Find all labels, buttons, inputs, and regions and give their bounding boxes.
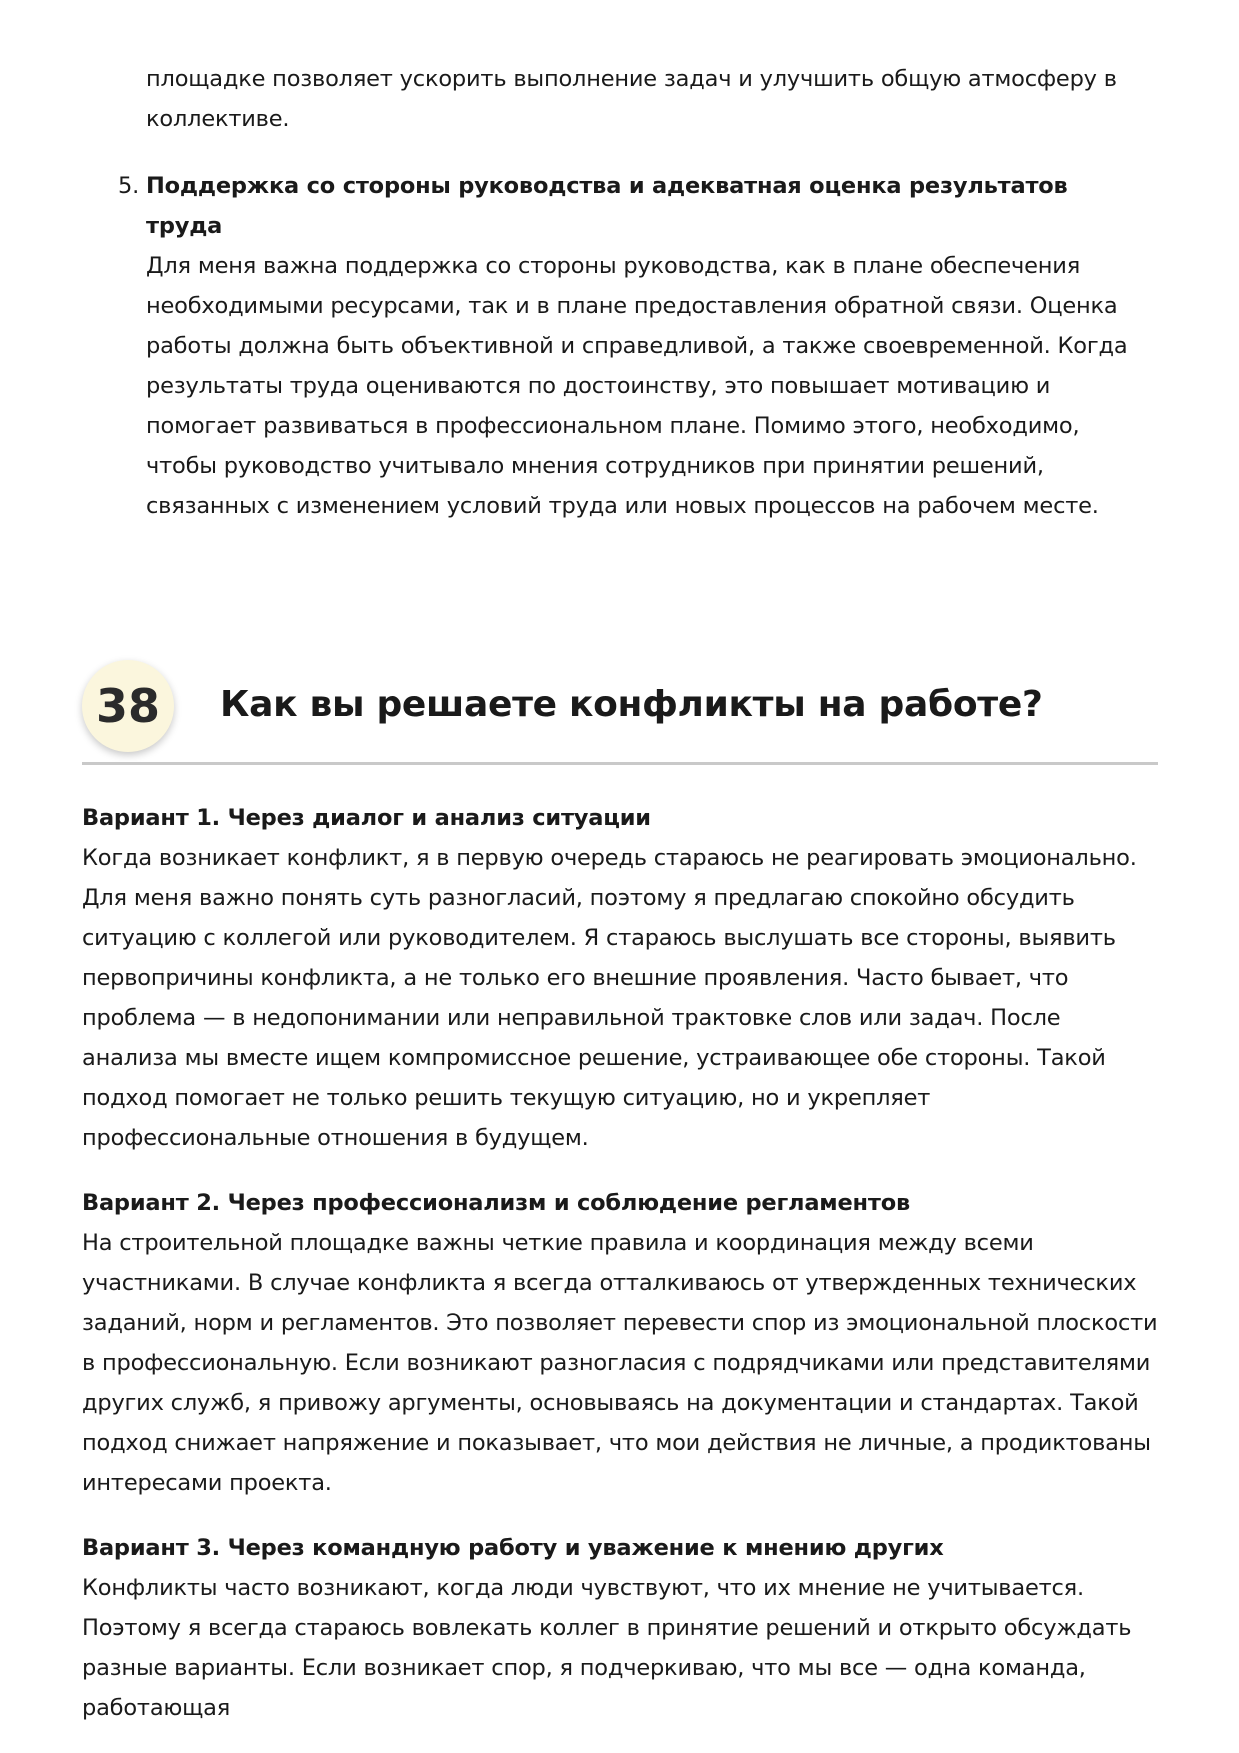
list-item [118,166,1146,526]
list-item-number: 5. [118,173,140,199]
question-title: Как вы решаете конфликты на работе? [220,684,1043,725]
question-header [82,660,1158,766]
variant-title: Вариант 1. Через диалог и анализ ситуации [82,805,651,831]
variant-block-1 [82,798,1162,1158]
header-divider [82,762,1158,765]
intro-paragraph: площадке позволяет ускорить выполнение задач и улучшить общую атмосферу в коллективе. [146,66,1117,132]
variant-block-2 [82,1183,1162,1503]
list-item-title: Поддержка со стороны руководства и адекватная оценка результатов труда [146,173,1068,239]
variant-text: На строительной площадке важны четкие правила и координация между всеми участниками. В случае конфликта я всегда отталкиваюсь от утвержденных технических заданий, норм и регламентов. Это позволяет перевести спор из эмоциональной плоскости в профессиональную. Если возникают разногласия с подрядчиками или представителями других служб, я привожу аргументы, основываясь на документации и стандартах. Такой подход снижает напряжение и показывает, что мои действия не личные, а продиктованы интересами проекта. [82,1230,1158,1496]
list-item-body [146,166,1146,526]
variant-title: Вариант 2. Через профессионализм и соблюдение регламентов [82,1190,911,1216]
variant-text: Когда возникает конфликт, я в первую очередь стараюсь не реагировать эмоционально. Для меня важно понять суть разногласий, поэтому я предлагаю спокойно обсудить ситуацию с коллегой или руководителем. Я стараюсь выслушать все стороны, выявить первопричины конфликта, а не только его внешние проявления. Часто бывает, что проблема — в недопонимании или неправильной трактовке слов или задач. После анализа мы вместе ищем компромиссное решение, устраивающее обе стороны. Такой подход помогает не только решить текущую ситуацию, но и укрепляет профессиональные отношения в будущем. [82,845,1137,1151]
list-item-text: Для меня важна поддержка со стороны руководства, как в плане обеспечения необходимыми ресурсами, так и в плане предоставления обратной связи. Оценка работы должна быть объективной и справедливой, а также своевременной. Когда результаты труда оцениваются по достоинству, это повышает мотивацию и помогает развиваться в профессиональном плане. Помимо этого, необходимо, чтобы руководство учитывало мнения сотрудников при принятии решений, связанных с изменением условий труда или новых процессов на рабочем месте. [146,253,1128,519]
variant-text: Конфликты часто возникают, когда люди чувствуют, что их мнение не учитывается. Поэтому я всегда стараюсь вовлекать коллег в принятие решений и открыто обсуждать разные варианты. Если возникает спор, я подчеркиваю, что мы все — одна команда, работающая [82,1575,1132,1721]
variant-block-3 [82,1528,1162,1728]
question-number-badge: 38 [82,660,174,752]
variant-title: Вариант 3. Через командную работу и уважение к мнению других [82,1535,944,1561]
